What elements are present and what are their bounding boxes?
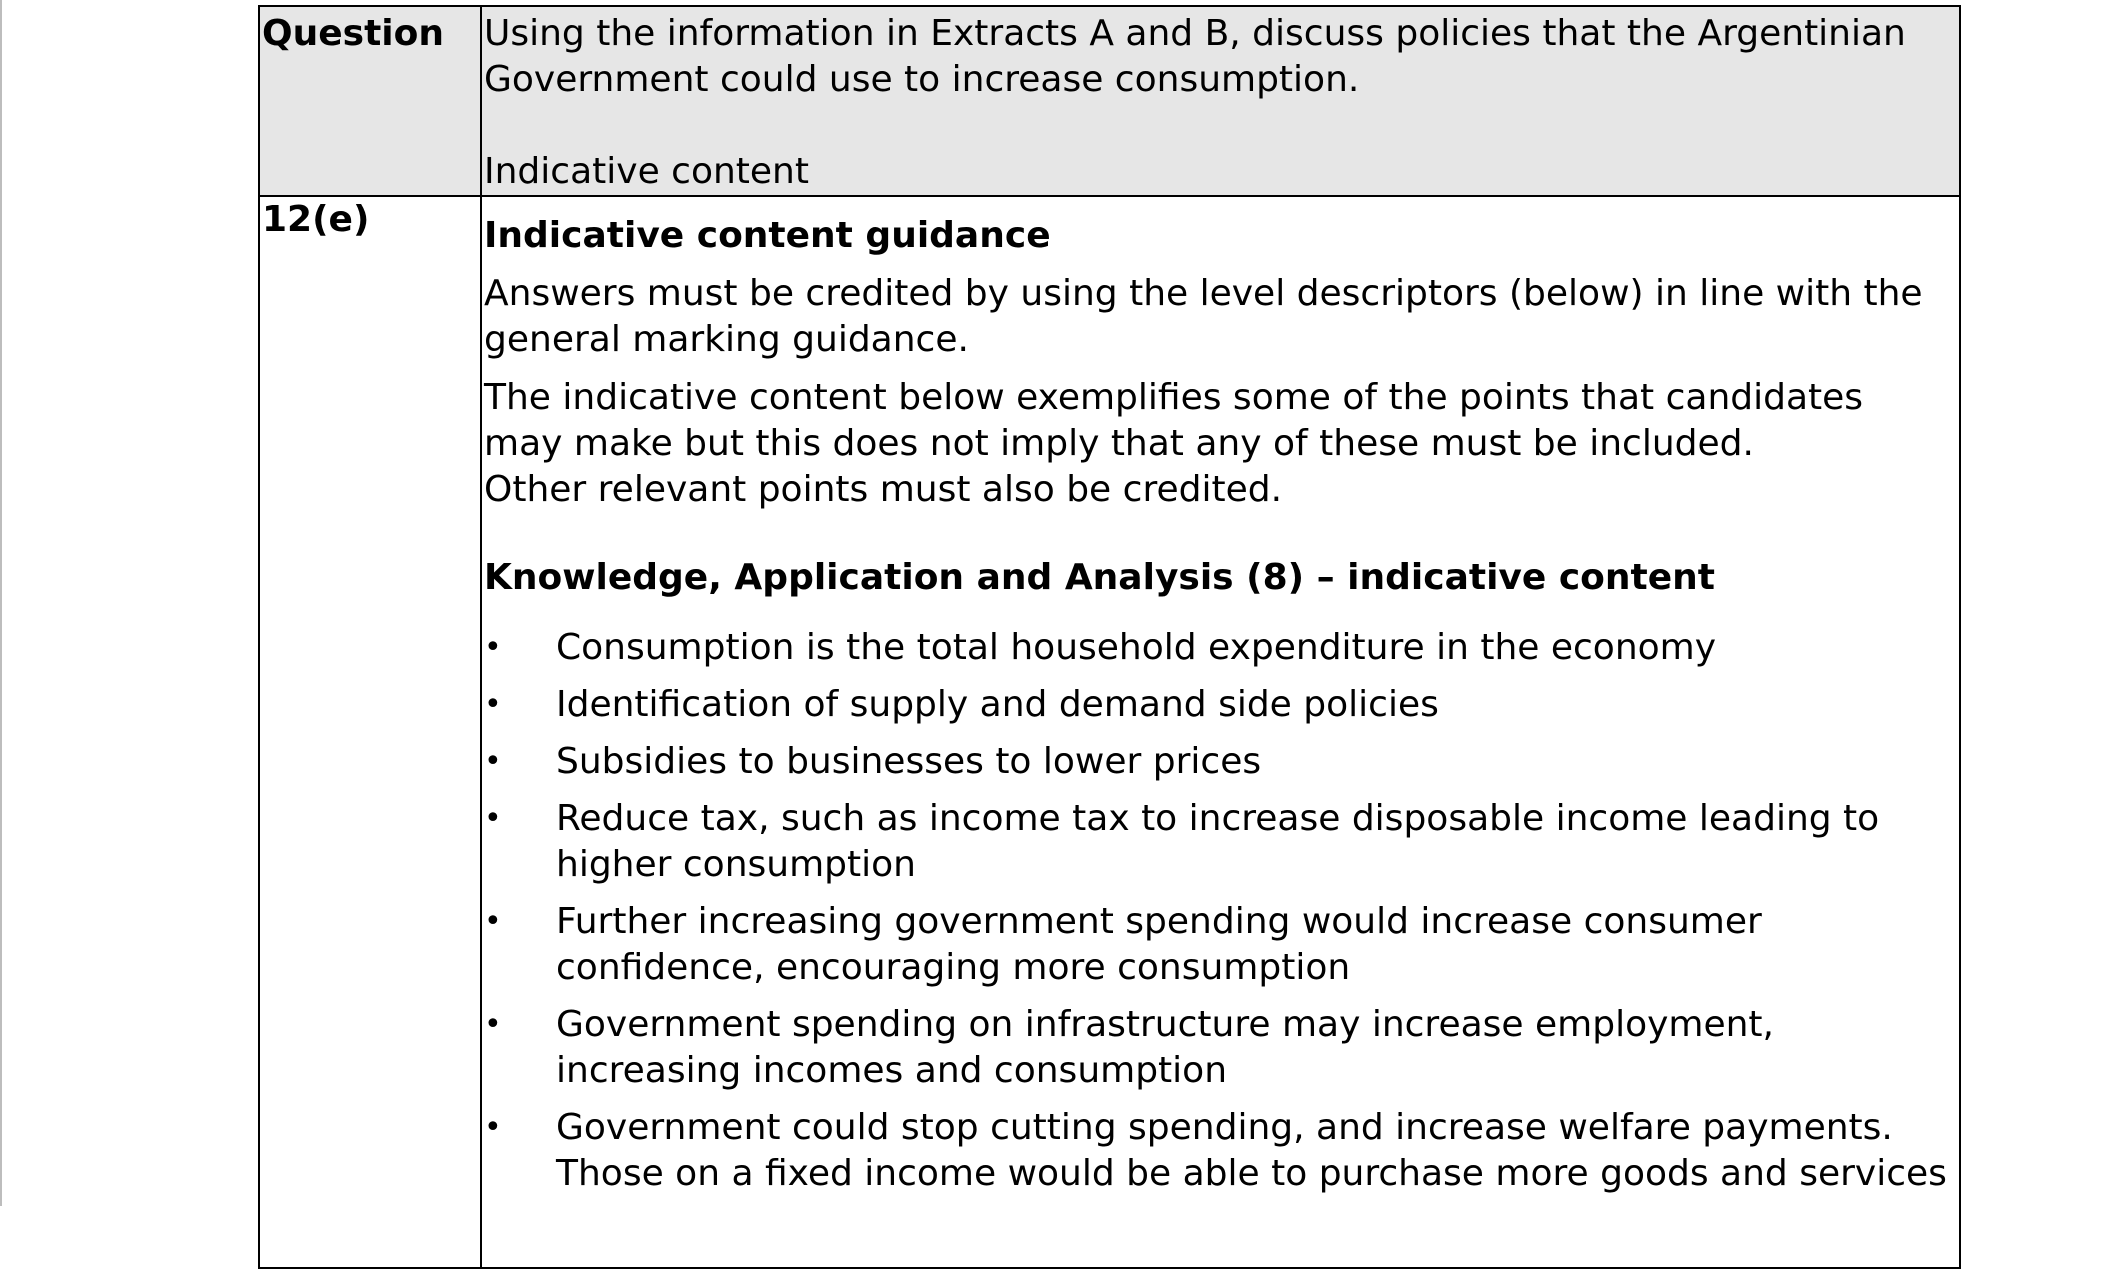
guidance-paragraph-3: Other relevant points must also be credited. — [484, 469, 1283, 510]
list-item: • Government could stop cutting spending, and increase welfare payments. Those on a fixed income would be able to purchase more goods and services — [484, 1107, 1947, 1194]
question-number-cell — [259, 196, 481, 1268]
bullet-icon: • — [484, 1007, 502, 1042]
list-item: • Identification of supply and demand side policies — [484, 682, 1951, 728]
mark-scheme-table — [258, 5, 1961, 1269]
table-header-row — [259, 6, 1960, 196]
question-text-cell — [481, 6, 1960, 196]
question-label-cell — [259, 6, 481, 196]
table-body-row — [259, 196, 1960, 1268]
question-text: Using the information in Extracts A and B, discuss policies that the Argentinian Government could use to increase consumption. — [484, 13, 1906, 100]
bullet-icon: • — [484, 904, 502, 939]
question-number: 12(e) — [262, 199, 370, 240]
guidance-paragraph-2: The indicative content below exemplifies some of the points that candidates may make but this does not imply that any of these must be included. — [484, 377, 1864, 464]
guidance-heading: Indicative content guidance — [484, 215, 1051, 256]
question-label: Question — [262, 13, 444, 54]
bullet-icon: • — [484, 687, 502, 722]
page-edge — [0, 0, 2, 1206]
indicative-points-list — [484, 625, 1951, 1197]
bullet-icon: • — [484, 801, 502, 836]
indicative-content-label: Indicative content — [484, 151, 809, 192]
list-item: • Further increasing government spending would increase consumer confidence, encouraging more consumption — [484, 901, 1762, 988]
bullet-icon: • — [484, 1110, 502, 1145]
bullet-icon: • — [484, 744, 502, 779]
bullet-icon: • — [484, 630, 502, 665]
list-item: • Government spending on infrastructure may increase employment, increasing incomes and consumption — [484, 1004, 1774, 1091]
guidance-paragraph-1: Answers must be credited by using the level descriptors (below) in line with the general marking guidance. — [484, 273, 1923, 360]
list-item: • Reduce tax, such as income tax to increase disposable income leading to higher consumption — [484, 798, 1880, 885]
list-item: • Subsidies to businesses to lower prices — [484, 739, 1951, 785]
kaa-heading: Knowledge, Application and Analysis (8) – indicative content — [484, 557, 1715, 598]
list-item: • Consumption is the total household expenditure in the economy — [484, 625, 1951, 671]
guidance-cell — [481, 196, 1960, 1268]
